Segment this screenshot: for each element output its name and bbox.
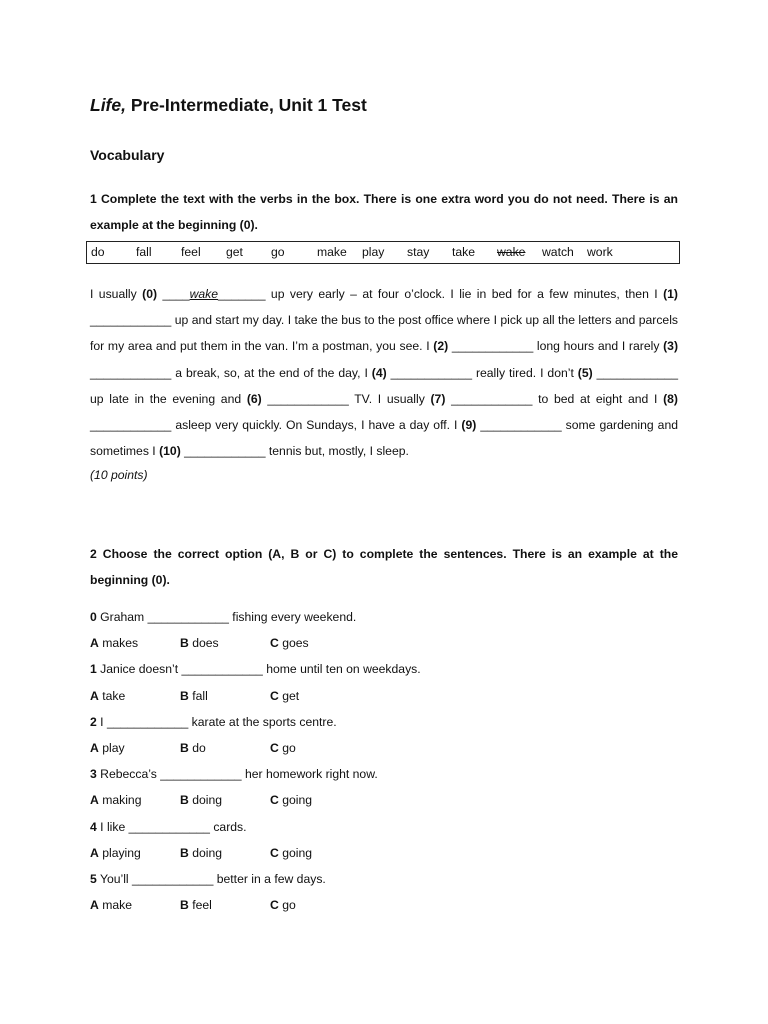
option-letter: A (90, 689, 99, 703)
question-item (90, 715, 337, 729)
word-box-item: work (587, 245, 613, 259)
option-a (90, 636, 138, 650)
exercise1-instruction: 1 Complete the text with the verbs in the box. There is one extra word you do not need. There is an example at the beginning (0). (90, 192, 678, 232)
word-box-item: play (362, 245, 385, 259)
option-c (270, 846, 312, 860)
question-text: Rebecca’s ____________ her homework right now. (96, 767, 378, 781)
options-row (90, 793, 390, 811)
option-a (90, 898, 132, 912)
example-blank: _______ (218, 287, 266, 301)
text-segment: ____________ a break, so, at the end of the day, I (90, 365, 372, 380)
word-box-item: get (226, 245, 243, 259)
word-box-item: go (271, 245, 285, 259)
gap-number: (9) (461, 418, 477, 433)
option-c (270, 793, 312, 807)
gap-number: (4) (371, 365, 387, 380)
text-segment: ____________ really tired. I don’t (386, 365, 578, 380)
option-b (180, 689, 208, 703)
gap-number: (5) (577, 365, 593, 380)
section-heading: Vocabulary (90, 147, 165, 163)
question-number: 1 (90, 662, 97, 676)
word-box-item: stay (407, 245, 430, 259)
text-segment: I usually (90, 287, 143, 301)
option-letter: C (270, 689, 279, 703)
option-text: fall (192, 689, 208, 703)
text-segment: ____________ TV. I usually (261, 391, 431, 406)
option-letter: C (270, 898, 279, 912)
option-text: going (282, 793, 313, 807)
question-number: 4 (90, 820, 97, 834)
option-letter: B (180, 689, 189, 703)
option-letter: C (270, 846, 279, 860)
option-c (270, 689, 299, 703)
option-letter: A (90, 898, 99, 912)
option-text: do (192, 741, 206, 755)
options-row (90, 636, 390, 654)
word-box-item: take (452, 245, 476, 259)
word-box (86, 241, 680, 264)
question-item (90, 872, 326, 886)
title-text: Pre-Intermediate, Unit 1 Test (125, 95, 367, 115)
question-number: 3 (90, 767, 97, 781)
option-c (270, 741, 296, 755)
option-text: get (282, 689, 300, 703)
option-a (90, 741, 125, 755)
option-c (270, 636, 309, 650)
gap-number: (7) (430, 391, 446, 406)
option-b (180, 636, 219, 650)
text-segment: ____________ up late in the evening and (90, 365, 678, 406)
option-b (180, 741, 206, 755)
page-title (90, 95, 367, 116)
option-text: go (282, 741, 296, 755)
option-letter: A (90, 636, 99, 650)
question-text: Janice doesn’t ____________ home until ten on weekdays. (96, 662, 421, 676)
text-segment: up very early – at four o’clock. I lie in bed for a few minutes, then I (265, 287, 664, 301)
gap-number: (8) (663, 391, 678, 406)
title-book-name: Life, (90, 95, 126, 115)
question-item (90, 767, 378, 781)
option-text: goes (282, 636, 309, 650)
option-text: play (102, 741, 125, 755)
option-letter: B (180, 741, 189, 755)
points-label: (10 points) (90, 468, 148, 482)
option-text: make (102, 898, 133, 912)
option-text: feel (192, 898, 212, 912)
word-box-item: watch (542, 245, 574, 259)
option-letter: B (180, 793, 189, 807)
option-a (90, 793, 142, 807)
option-b (180, 898, 212, 912)
option-text: makes (102, 636, 139, 650)
text-segment: ____________ tennis but, mostly, I sleep. (180, 444, 409, 459)
question-text: I like ____________ cards. (96, 820, 247, 834)
option-b (180, 793, 222, 807)
question-number: 0 (90, 610, 97, 624)
question-text: Graham ____________ fishing every weekend. (96, 610, 357, 624)
question-number: 5 (90, 872, 97, 886)
gap-fill-text (90, 281, 678, 464)
gap-number: (2) (433, 339, 449, 354)
option-text: playing (102, 846, 141, 860)
option-letter: B (180, 846, 189, 860)
text-segment: ____________ to bed at eight and I (445, 391, 664, 406)
question-item (90, 662, 421, 676)
question-text: You’ll ____________ better in a few days. (96, 872, 326, 886)
word-box-item: make (317, 245, 347, 259)
options-row (90, 898, 390, 916)
option-c (270, 898, 296, 912)
example-blank: ____ (157, 287, 190, 301)
gap-number: (3) (663, 339, 679, 354)
option-letter: B (180, 898, 189, 912)
option-letter: B (180, 636, 189, 650)
option-letter: C (270, 636, 279, 650)
option-a (90, 846, 141, 860)
word-box-item: do (91, 245, 105, 259)
option-text: going (282, 846, 313, 860)
options-row (90, 741, 390, 759)
word-box-item-crossed: wake (497, 245, 526, 259)
option-text: doing (192, 846, 223, 860)
text-segment: ____________ asleep very quickly. On Sundays, I have a day off. I (90, 418, 462, 433)
option-letter: A (90, 741, 99, 755)
exercise2-instruction: 2 Choose the correct option (A, B or C) to complete the sentences. There is an example at the beginning (0). (90, 547, 678, 587)
option-text: take (102, 689, 126, 703)
gap-number: (1) (663, 287, 678, 301)
question-item (90, 610, 356, 624)
option-letter: C (270, 793, 279, 807)
options-row (90, 689, 390, 707)
gap-number: (0) (142, 287, 158, 301)
word-box-item: feel (181, 245, 201, 259)
option-b (180, 846, 222, 860)
option-text: does (192, 636, 219, 650)
question-item (90, 820, 247, 834)
text-segment: ____________ long hours and I rarely (448, 339, 664, 354)
option-text: go (282, 898, 296, 912)
option-a (90, 689, 125, 703)
text-segment: ____________ up and start my day. I take the bus to the post office where I pick up all the letters and parcels for my area and put them in the van. I’m a postman, you see. I (90, 313, 678, 354)
options-row (90, 846, 390, 864)
question-text: I ____________ karate at the sports centre. (96, 715, 337, 729)
option-text: making (102, 793, 142, 807)
gap-number: (6) (246, 391, 262, 406)
example-answer: wake (189, 287, 219, 301)
question-number: 2 (90, 715, 97, 729)
word-box-item: fall (136, 245, 152, 259)
option-letter: A (90, 793, 99, 807)
gap-number: (10) (159, 444, 181, 459)
option-letter: A (90, 846, 99, 860)
text-segment: ____________ some gardening and sometimes I (90, 418, 679, 459)
option-text: doing (192, 793, 223, 807)
option-letter: C (270, 741, 279, 755)
